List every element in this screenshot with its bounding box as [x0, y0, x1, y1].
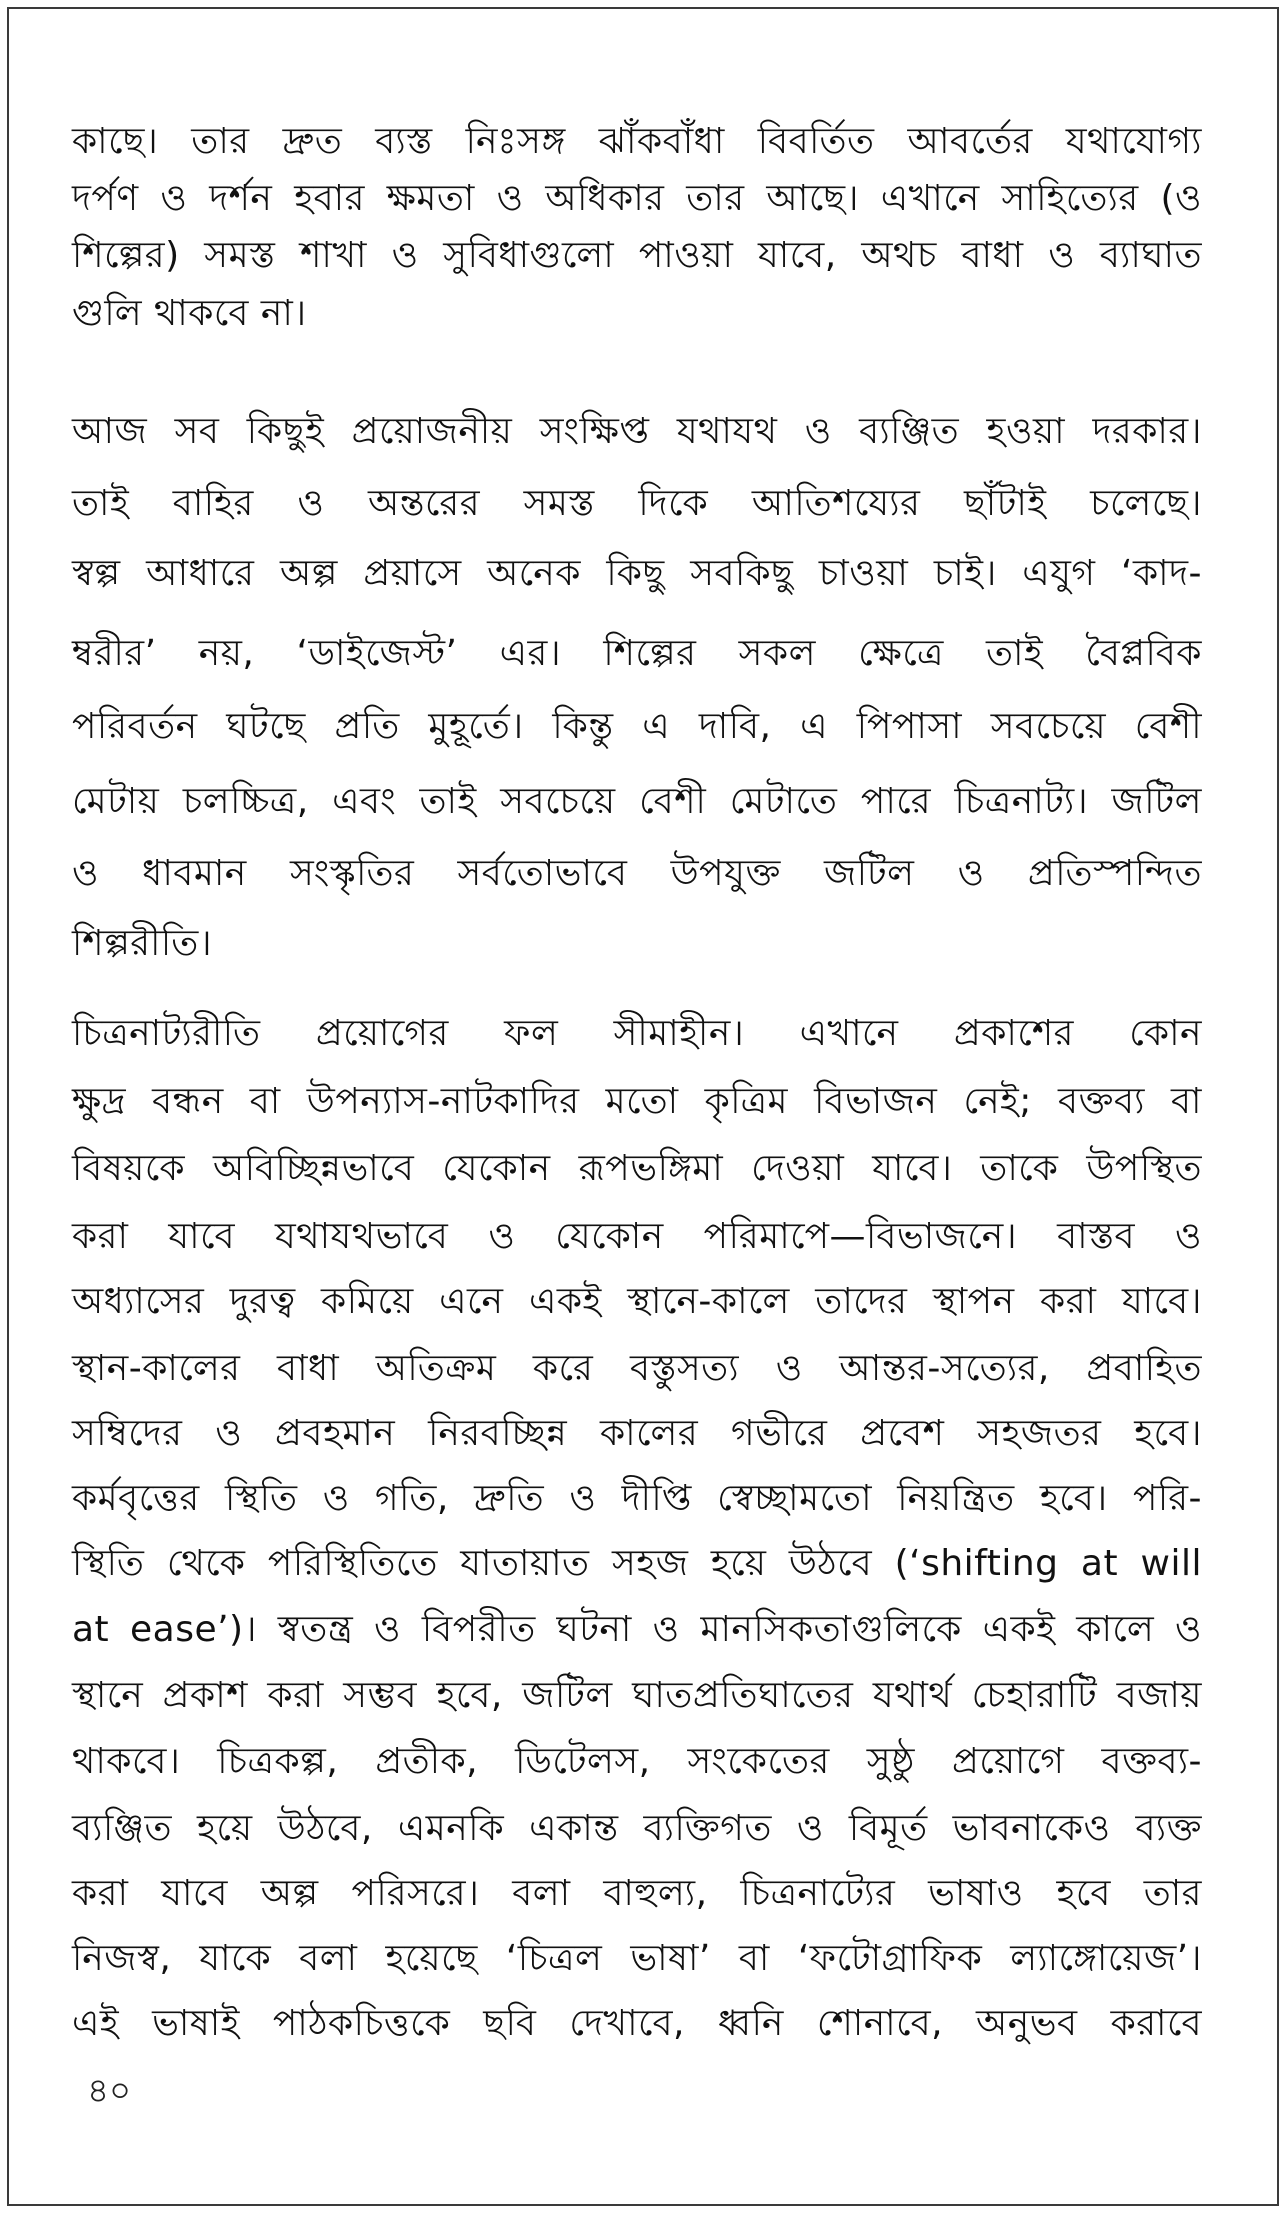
- text-line: ম্বরীর’ নয়, ‘ডাইজেস্ট’ এর। শিল্পের সকল ক্ষেত্রে তাই বৈপ্লবিক: [72, 633, 1202, 674]
- text-line: ব্যঞ্জিত হয়ে উঠবে, এমনকি একান্ত ব্যক্তিগত ও বিমূর্ত ভাবনাকেও ব্যক্ত: [72, 1808, 1202, 1849]
- text-line: at ease’)। স্বতন্ত্র ও বিপরীত ঘটনা ও মানসিকতাগুলিকে একই কালে ও: [72, 1609, 1202, 1650]
- text-line: শিল্পরীতি।: [72, 923, 213, 964]
- text-line: মেটায় চলচ্চিত্র, এবং তাই সবচেয়ে বেশী মেটাতে পারে চিত্রনাট্য। জটিল: [72, 781, 1202, 822]
- text-line: তাই বাহির ও অন্তরের সমস্ত দিকে আতিশয্যের ছাঁটাই চলেছে।: [72, 483, 1202, 524]
- text-line: কাছে। তার দ্রুত ব্যস্ত নিঃসঙ্গ ঝাঁকবাঁধা বিবর্তিত আবর্তের যথাযোগ্য: [72, 121, 1202, 162]
- text-line: আজ সব কিছুই প্রয়োজনীয় সংক্ষিপ্ত যথাযথ ও ব্যঞ্জিত হওয়া দরকার।: [72, 411, 1202, 452]
- text-line: স্থিতি থেকে পরিস্থিতিতে যাতায়াত সহজ হয়ে উঠবে (‘shifting at will: [72, 1543, 1202, 1584]
- text-line: স্বল্প আধারে অল্প প্রয়াসে অনেক কিছু সবকিছু চাওয়া চাই। এযুগ ‘কাদ-: [72, 553, 1202, 594]
- text-line: বিষয়কে অবিচ্ছিন্নভাবে যেকোন রূপভঙ্গিমা দেওয়া যাবে। তাকে উপস্থিত: [72, 1148, 1202, 1189]
- text-line: করা যাবে যথাযথভাবে ও যেকোন পরিমাপে—বিভাজনে। বাস্তব ও: [72, 1216, 1202, 1257]
- text-line: থাকবে। চিত্রকল্প, প্রতীক, ডিটেলস, সংকেতের সুষ্ঠু প্রয়োগে বক্তব্য-: [72, 1741, 1202, 1782]
- text-line: পরিবর্তন ঘটছে প্রতি মুহূর্তে। কিন্তু এ দাবি, এ পিপাসা সবচেয়ে বেশী: [72, 706, 1202, 747]
- text-line: করা যাবে অল্প পরিসরে। বলা বাহুল্য, চিত্রনাট্যের ভাষাও হবে তার: [72, 1873, 1202, 1914]
- text-line: শিল্পের) সমস্ত শাখা ও সুবিধাগুলো পাওয়া যাবে, অথচ বাধা ও ব্যাঘাত: [72, 235, 1202, 276]
- text-line: নিজস্ব, যাকে বলা হয়েছে ‘চিত্রল ভাষা’ বা ‘ফটোগ্রাফিক ল্যাঙ্গোয়েজ’।: [72, 1938, 1202, 1979]
- text-line: দর্পণ ও দর্শন হবার ক্ষমতা ও অধিকার তার আছে। এখানে সাহিত্যের (ও: [72, 178, 1202, 219]
- text-line: গুলি থাকবে না।: [72, 293, 307, 334]
- text-line: সম্বিদের ও প্রবহমান নিরবচ্ছিন্ন কালের গভীরে প্রবেশ সহজতর হবে।: [72, 1413, 1202, 1454]
- text-line: স্থানে প্রকাশ করা সম্ভব হবে, জটিল ঘাতপ্রতিঘাতের যথার্থ চেহারাটি বজায়: [72, 1675, 1202, 1716]
- text-line: ক্ষুদ্র বন্ধন বা উপন্যাস-নাটকাদির মতো কৃত্রিম বিভাজন নেই; বক্তব্য বা: [72, 1081, 1202, 1122]
- text-line: স্থান-কালের বাধা অতিক্রম করে বস্তুসত্য ও আন্তর-সত্যের, প্রবাহিত: [72, 1348, 1202, 1389]
- text-line: এই ভাষাই পাঠকচিত্তকে ছবি দেখাবে, ধ্বনি শোনাবে, অনুভব করাবে: [72, 2003, 1202, 2044]
- book-page: [7, 7, 1279, 2206]
- text-line: কর্মবৃত্তের স্থিতি ও গতি, দ্রুতি ও দীপ্তি স্বেচ্ছামতো নিয়ন্ত্রিত হবে। পরি-: [72, 1478, 1202, 1519]
- text-line: চিত্রনাট্যরীতি প্রয়োগের ফল সীমাহীন। এখানে প্রকাশের কোন: [72, 1013, 1202, 1054]
- text-line: অধ্যাসের দুরত্ব কমিয়ে এনে একই স্থানে-কালে তাদের স্থাপন করা যাবে।: [72, 1281, 1202, 1322]
- page-number: ৪০: [87, 2071, 132, 2111]
- text-line: ও ধাবমান সংস্কৃতির সর্বতোভাবে উপযুক্ত জটিল ও প্রতিস্পন্দিত: [72, 853, 1202, 894]
